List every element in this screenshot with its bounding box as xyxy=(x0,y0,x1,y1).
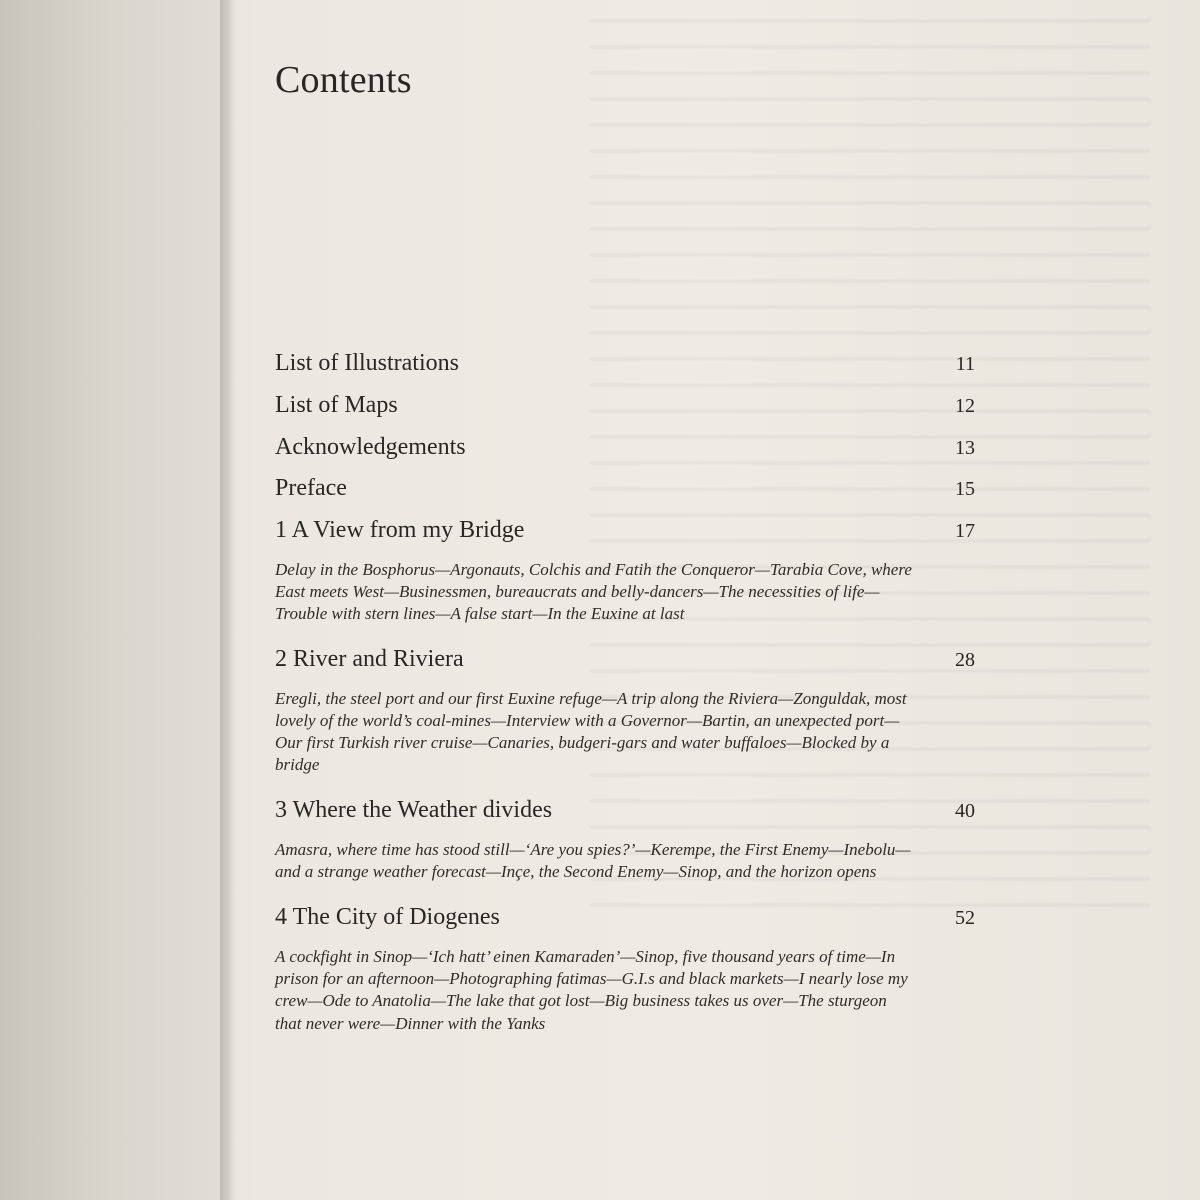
chapter-title: 2 River and Riviera xyxy=(275,646,464,673)
chapter-list xyxy=(275,516,975,1034)
toc-entry-acknowledgements xyxy=(275,433,975,462)
entry-row xyxy=(275,433,975,462)
chapter-page-number: 17 xyxy=(955,520,975,543)
chapter-title: 1 A View from my Bridge xyxy=(275,517,525,544)
toc-entry-preface xyxy=(275,474,975,503)
chapter-summary: Delay in the Bosphorus—Argonauts, Colchis and Fatih the Conqueror—Tarabia Cove, where East meets West—Businessmen, bureaucrats and belly-dancers—The necessities of life—Trouble with stern lines—A false start—In the Euxine at last xyxy=(275,559,912,624)
toc-entry-illustrations xyxy=(275,349,975,378)
left-page-shadow xyxy=(0,0,230,1200)
chapter-summary: Amasra, where time has stood still—‘Are you spies?’—Kerempe, the First Enemy—Inebolu—and a strange weather forecast—Inçe, the Second Enemy—Sinop, and the horizon opens xyxy=(275,840,911,882)
chapter-row xyxy=(275,645,975,674)
entry-page-number: 12 xyxy=(955,394,975,417)
chapter-row xyxy=(275,903,975,932)
chapter-entry-4 xyxy=(275,903,975,1034)
chapter-title: 3 Where the Weather divides xyxy=(275,797,553,824)
chapter-entry-3 xyxy=(275,796,975,883)
entry-row xyxy=(275,349,975,378)
page-title: Contents xyxy=(275,59,412,101)
entry-title: Preface xyxy=(275,475,347,502)
entry-page-number: 13 xyxy=(955,436,975,459)
entry-page-number: 11 xyxy=(955,353,975,375)
chapter-summary: Eregli, the steel port and our first Euxine refuge—A trip along the Riviera—Zonguldak, most lovely of the world’s coal-mines—Interview with a Governor—Bartin, an unexpected port—Our first Turkish river cruise—Canaries, budgeri-gars and water buffaloes—Blocked by a bridge xyxy=(275,689,907,775)
page-edge xyxy=(220,0,236,1200)
entry-title: List of Illustrations xyxy=(275,350,459,376)
entry-page-number: 15 xyxy=(955,478,975,501)
toc-entry-maps xyxy=(275,391,975,420)
chapter-title: 4 The City of Diogenes xyxy=(275,904,500,931)
entry-row xyxy=(275,474,975,503)
table-of-contents xyxy=(275,58,975,1035)
chapter-row xyxy=(275,516,975,545)
entry-title: List of Maps xyxy=(275,391,398,418)
entry-title: Acknowledgements xyxy=(275,433,466,460)
chapter-summary: A cockfight in Sinop—‘Ich hatt’ einen Kamaraden’—Sinop, five thousand years of time—In prison for an afternoon—Photographing fatimas—G.I.s and black markets—I nearly lose my crew—Ode to Anatolia—The lake that got lost—Big business takes us over—The sturgeon that never were—Dinner with the Yanks xyxy=(275,947,908,1033)
front-matter-list xyxy=(275,349,975,503)
entry-row xyxy=(275,391,975,420)
chapter-entry-1 xyxy=(275,516,975,625)
chapter-entry-2 xyxy=(275,645,975,776)
chapter-page-number: 40 xyxy=(955,800,975,823)
chapter-row xyxy=(275,796,975,825)
chapter-page-number: 52 xyxy=(955,907,975,930)
chapter-page-number: 28 xyxy=(955,649,975,672)
